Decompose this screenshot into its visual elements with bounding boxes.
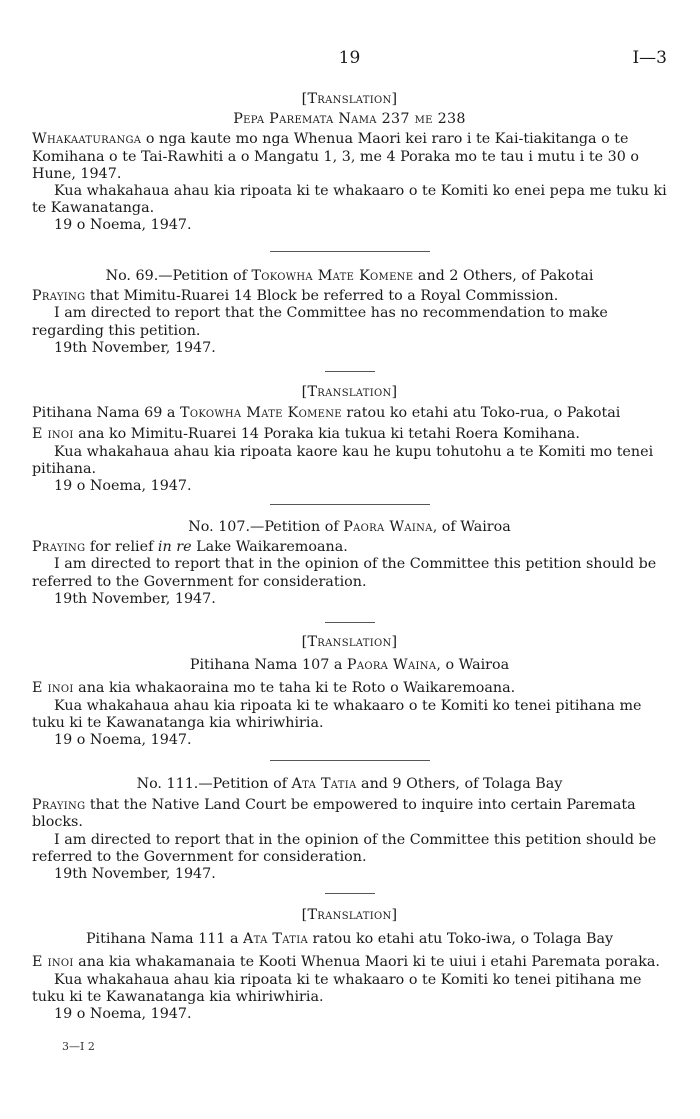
petition-body xyxy=(32,288,667,305)
section-divider xyxy=(32,760,667,761)
translation-label: [Translation] xyxy=(301,907,398,923)
translation-section-107 xyxy=(32,634,667,749)
translation-title xyxy=(32,657,667,674)
body-lead: Whakaaturanga xyxy=(32,131,142,148)
report-date: 19th November, 1947. xyxy=(54,339,216,356)
heading-suffix: and 2 Others, of Pakotai xyxy=(413,268,594,284)
translation-label: [Translation] xyxy=(301,634,398,650)
translation-label: [Translation] xyxy=(301,384,398,400)
petition-section-107 xyxy=(32,519,667,608)
petitioner-name: Ata Tatia xyxy=(291,776,357,792)
body-text: ana kia whakamanaia te Kooti Whenua Maori ki te uiui i etahi Paremata poraka. xyxy=(73,954,660,971)
translation-body xyxy=(32,954,667,971)
petition-heading xyxy=(32,519,667,536)
document-page xyxy=(32,0,667,1119)
body-text: for relief xyxy=(85,539,158,556)
section-body xyxy=(32,131,667,183)
body-lead: E inoi xyxy=(32,426,74,443)
translation-label: [Translation] xyxy=(301,91,398,107)
report-text: Kua whakahaua ahau kia ripoata ki te whakaaro o te Komiti ko tenei pitihana me tuku ki te Kawanatanga kia whiriwhiria. xyxy=(32,971,642,1005)
translation-body xyxy=(32,680,667,697)
title-suffix: ratou ko etahi atu Toko-iwa, o Tolaga Bay xyxy=(307,931,614,948)
report-text: I am directed to report that in the opinion of the Committee this petition should be referred to the Government for consideration. xyxy=(32,831,657,865)
section-divider xyxy=(32,504,667,505)
report-text: Kua whakahaua ahau kia ripoata ki te whakaaro o te Komiti ko enei pepa me tuku ki te Kawanatanga. xyxy=(32,183,667,217)
translation-section-69 xyxy=(32,384,667,495)
petitioner-name: Paora Waina xyxy=(343,519,433,535)
body-text: ana ko Mimitu-Ruarei 14 Poraka kia tukua ki tetahi Roera Komihana. xyxy=(73,426,580,443)
body-lead: Praying xyxy=(32,539,86,556)
report-date: 19 o Noema, 1947. xyxy=(54,478,192,495)
page-header xyxy=(32,48,667,72)
petition-section-69 xyxy=(32,268,667,357)
body-text: that Mimitu-Ruarei 14 Block be referred to a Royal Commission. xyxy=(85,288,559,305)
report-date: 19 o Noema, 1947. xyxy=(54,1006,192,1023)
title-suffix: , o Wairoa xyxy=(436,657,510,674)
body-lead: E inoi xyxy=(32,954,74,971)
title-prefix: Pitihana Nama 69 a xyxy=(32,405,180,422)
petitioner-name: Paora Waina xyxy=(346,657,437,674)
petition-body xyxy=(32,797,667,831)
report-text: Kua whakahaua ahau kia ripoata kaore kau he kupu tohutohu a te Komiti mo tenei pitihana. xyxy=(32,443,654,477)
report-text: Kua whakahaua ahau kia ripoata ki te whakaaro o te Komiti ko tenei pitihana me tuku ki te Kawanatanga kia whiriwhiria. xyxy=(32,697,642,731)
heading-prefix: No. 111.—Petition of xyxy=(136,776,292,792)
report-date: 19th November, 1947. xyxy=(54,866,216,883)
petitioner-name: Ata Tatia xyxy=(243,931,308,948)
body-lead: Praying xyxy=(32,288,86,305)
document-reference: I—3 xyxy=(632,48,667,68)
report-text: I am directed to report that the Committee has no recommendation to make regarding this petition. xyxy=(32,305,608,339)
title-prefix: Pitihana Nama 111 a xyxy=(85,931,244,948)
heading-suffix: , of Wairoa xyxy=(432,519,511,535)
report-text: I am directed to report that in the opinion of the Committee this petition should be referred to the Government for consideration. xyxy=(32,556,657,590)
heading-prefix: No. 107.—Petition of xyxy=(188,519,344,535)
report-date: 19 o Noema, 1947. xyxy=(54,732,192,749)
page-number: 19 xyxy=(338,48,361,68)
petition-heading xyxy=(32,776,667,793)
report-date: 19th November, 1947. xyxy=(54,590,216,607)
printer-signature: 3—I 2 xyxy=(62,1040,95,1053)
translation-title xyxy=(32,405,667,422)
section-title: Pepa Paremata Nama 237 me 238 xyxy=(233,111,466,128)
heading-prefix: No. 69.—Petition of xyxy=(105,268,252,284)
body-lead: E inoi xyxy=(32,680,74,697)
body-text-end: Lake Waikaremoana. xyxy=(191,539,348,556)
section-divider xyxy=(32,251,667,252)
title-prefix: Pitihana Nama 107 a xyxy=(189,657,347,674)
section-divider xyxy=(32,622,667,623)
body-text: o nga kaute mo nga Whenua Maori kei raro i te Kai-tiakitanga o te Komihana o te Tai-Rawhiti a o Mangatu 1, 3, me 4 Poraka mo te tau i mutu i te 30 o Hune, 1947. xyxy=(32,131,639,182)
section-divider xyxy=(32,893,667,894)
translation-title xyxy=(32,931,667,948)
section-divider xyxy=(32,371,667,372)
body-text: ana kia whakaoraina mo te taha ki te Roto o Waikaremoana. xyxy=(73,680,516,697)
petition-body xyxy=(32,539,667,556)
petitioner-name: Tokowha Mate Komene xyxy=(251,268,414,284)
body-text: that the Native Land Court be empowered to inquire into certain Paremata blocks. xyxy=(32,797,636,831)
title-suffix: ratou ko etahi atu Toko-rua, o Pakotai xyxy=(341,405,621,422)
translation-section-111 xyxy=(32,907,667,1023)
petition-heading xyxy=(32,268,667,285)
body-lead: Praying xyxy=(32,797,86,814)
petitioner-name: Tokowha Mate Komene xyxy=(179,405,342,422)
translation-body xyxy=(32,426,667,443)
heading-suffix: and 9 Others, of Tolaga Bay xyxy=(356,776,563,792)
report-date: 19 o Noema, 1947. xyxy=(54,217,192,234)
petition-section-111 xyxy=(32,776,667,883)
translation-section-papers xyxy=(32,91,667,235)
body-italic: in re xyxy=(157,539,192,556)
